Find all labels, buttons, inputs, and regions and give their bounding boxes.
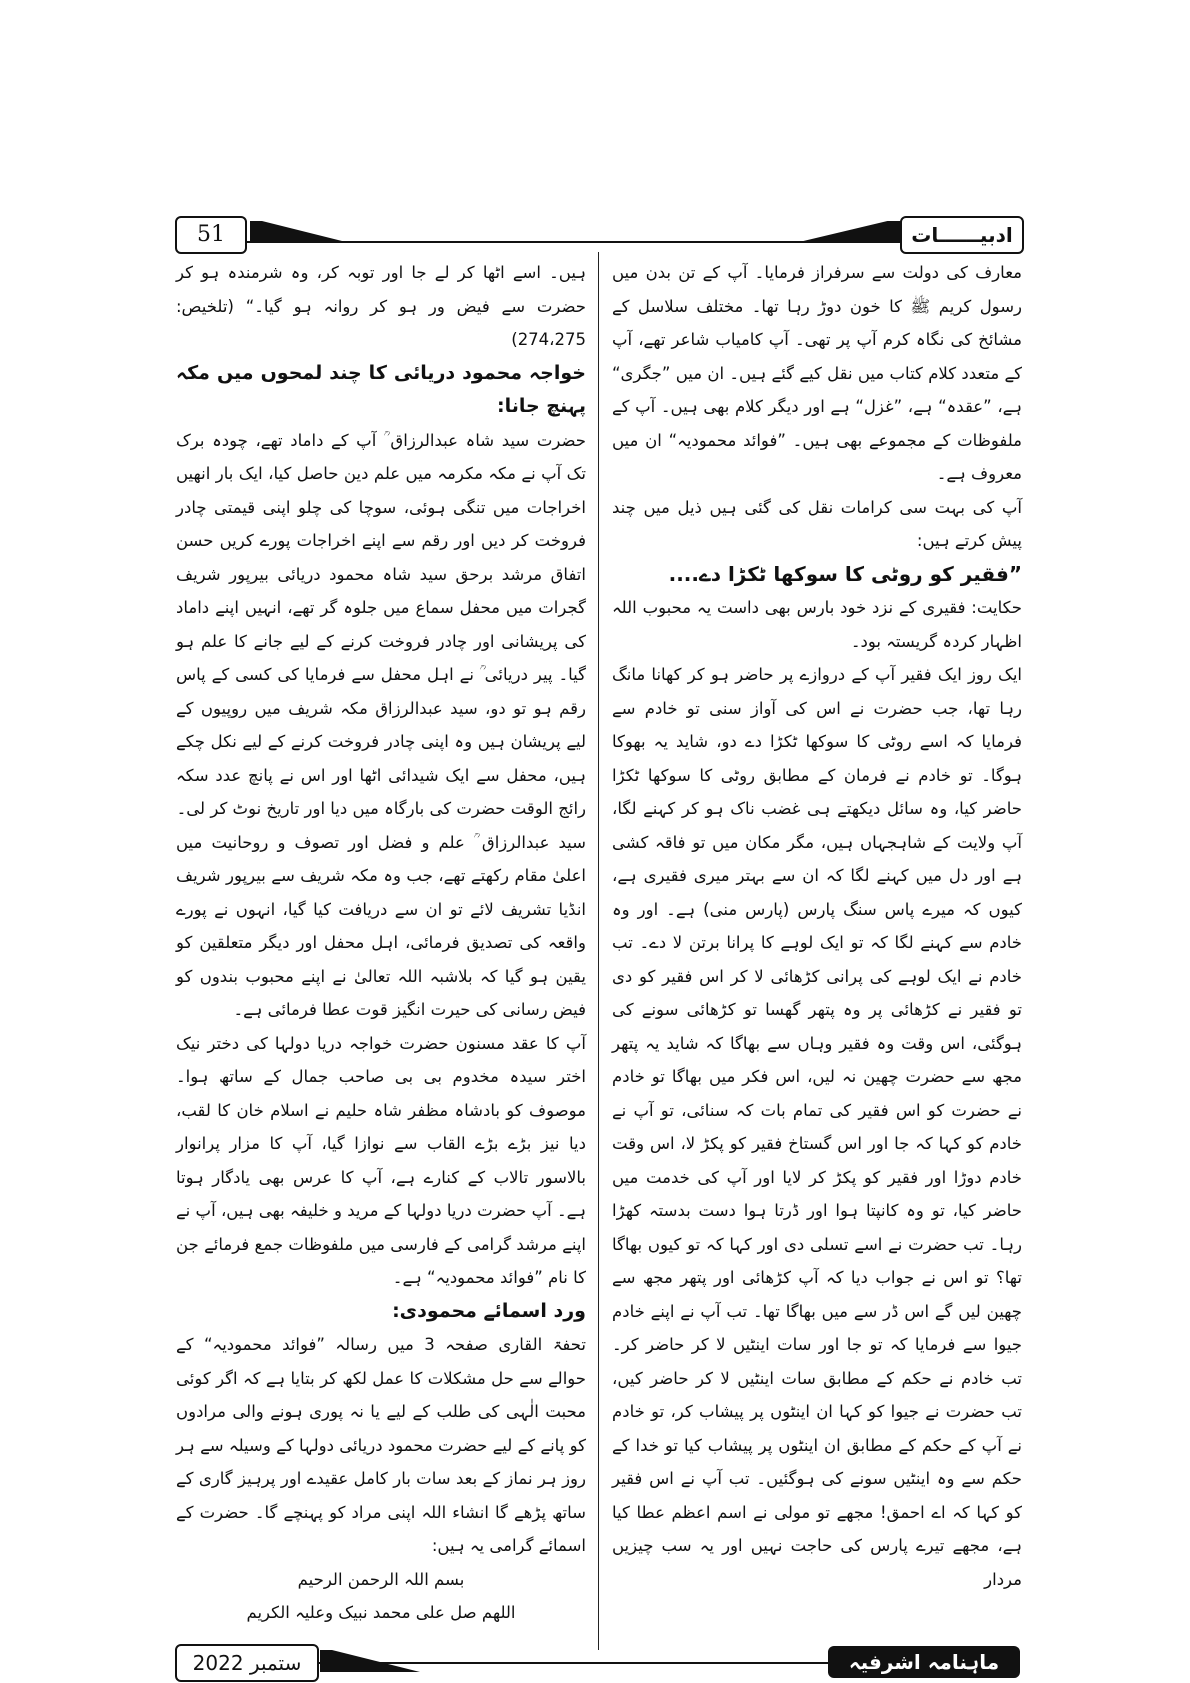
subheading-dry-bread: ”فقیر کو روٹی کا سوکھا ٹکڑا دے.... [668, 561, 1022, 586]
issue-date: ستمبر 2022 [175, 1644, 319, 1682]
header-left-ornament [250, 221, 350, 243]
magazine-name: ماہنامہ اشرفیہ [828, 1646, 1020, 1678]
header-right-ornament [795, 221, 900, 243]
paragraph-hikayat: حکایت: فقیری کے نزد خود بارس بھی داست یہ محبوب اللہ اظہار کردہ گریستہ بود۔ [612, 598, 1022, 651]
paragraph-continuation: ہیں۔ اسے اٹھا کر لے جا اور توبہ کر، وہ شرمندہ ہو کر حضرت سے فیض ور ہو کر روانہ ہو گیا۔“ (تلخیص: 274،275) [176, 263, 586, 349]
paragraph-marriage: آپ کا عقد مسنون حضرت خواجہ دریا دولہا کی دختر نیک اختر سیدہ مخدوم بی بی صاحب جمال کے ساتھ ہوا۔ موصوف کو بادشاہ مظفر شاہ حلیم نے اسلام خان کا لقب، دیا نیز بڑے بڑے القاب سے نوازا گیا، آپ کا مزار پرانوار بالاسور تالاب کے کنارے ہے، آپ کا عرس بھی یادگار ہوتا ہے۔ آپ حضرت دریا دولہا کے مرید و خلیفہ بھی ہیں، آپ نے اپنے مرشد گرامی کے فارسی میں ملفوظات جمع فرمائے جن کا نام ”فوائد محمودیہ“ ہے۔ [176, 1033, 586, 1287]
section-title: ادبیــــــات [900, 216, 1024, 254]
right-column [612, 256, 1022, 1596]
subheading-makkah: خواجہ محمود دریائی کا چند لمحوں میں مکہ پہنچ جانا: [176, 361, 586, 417]
page-number: 51 [175, 216, 247, 254]
paragraph-makkah-story: حضرت سید شاہ عبدالرزاق ؒ آپ کے داماد تھے، چودہ برک تک آپ نے مکہ مکرمہ میں علم دین حاصل کیا، ایک بار انھیں اخراجات میں تنگی ہوئی، سوچا کی چلو اپنی قیمتی چادر فروخت کر دیں اور رقم سے اپنے اخراجات پورے کریں حسن اتفاق مرشد برحق سید شاہ محمود دریائی بیرپور شریف گجرات میں محفل سماع میں جلوہ گر تھے، انہیں اپنے داماد کی پریشانی اور چادر فروخت کرنے کے لیے جانے کا علم ہو گیا۔ پیر دریائی ؒ نے اہل محفل سے فرمایا کی کسی کے پاس رقم ہو تو دو، سید عبدالرزاق مکہ شریف میں روپیوں کے لیے پریشان ہیں وہ اپنی چادر فروخت کرنے کے لیے نکل چکے ہیں، محفل سے ایک شیدائی اٹھا اور اس نے پانچ عدد سکہ رائج الوقت حضرت کی بارگاہ میں دیا اور تاریخ نوٹ کر لی۔ [176, 430, 586, 818]
paragraph-abdul-razzaq: سید عبدالرزاق ؒ علم و فضل اور تصوف و روحانیت میں اعلیٰ مقام رکھتے تھے، جب وہ مکہ شریف سے بیرپور شریف انڈیا تشریف لائے تو ان سے دریافت کیا گیا، انہوں نے پورے واقعہ کی تصدیق فرمائی، اہل محفل اور دیگر متعلقین کو یقین ہو گیا کہ بلاشبہ اللہ تعالیٰ نے اپنے محبوب بندوں کو فیض رسانی کی حیرت انگیز قوت عطا فرمائی ہے۔ [176, 832, 586, 1019]
subheading-wird: ورد اسمائے محمودی: [392, 1299, 586, 1322]
paragraph-wird: تحفۃ القاری صفحہ 3 میں رسالہ ”فوائد محمودیہ“ کے حوالے سے حل مشکلات کا عمل لکھ کر بتایا ہے کہ اگر کوئی محبت الٰہی کی طلب کے لیے یا نہ پوری ہونے والی مرادوں کو پانے کے لیے حضرت محمود دریائی دولہا کے وسیلہ سے ہر روز ہر نماز کے بعد سات بار کامل عقیدے اور پرہیز گاری کے ساتھ پڑھے گا انشاء اللہ اپنی مراد کو پہنچے گا۔ حضرت کے اسمائے گرامی یہ ہیں: [176, 1335, 586, 1555]
footer-ornament [320, 1650, 420, 1672]
left-column [176, 256, 586, 1630]
column-divider [598, 252, 599, 1650]
paragraph-story: ایک روز ایک فقیر آپ کے دروازے پر حاضر ہو کر کھانا مانگ رہا تھا، جب حضرت نے اس کی آواز سنی تو خادم سے فرمایا کہ اسے روٹی کا سوکھا ٹکڑا دے دو، شاید یہ بھوکا ہوگا۔ تو خادم نے فرمان کے مطابق روٹی کا سوکھا ٹکڑا حاضر کیا، وہ سائل دیکھتے ہی غضب ناک ہو کر کہنے لگا، آپ ولایت کے شاہجہاں ہیں، مگر مکان میں تو فاقہ کشی ہے اور دل میں کہنے لگا کہ ان سے بہتر میری فقیری ہے، کیوں کہ میرے پاس سنگ پارس (پارس منی) ہے۔ اور وہ خادم سے کہنے لگا کہ تو ایک لوہے کا پرانا برتن لا دے۔ تب خادم نے ایک لوہے کی پرانی کڑھائی لا کر اس فقیر کو دی تو فقیر نے کڑھائی پر وہ پتھر گھسا تو کڑھائی سونے کی ہوگئی، اس وقت وہ فقیر وہاں سے بھاگا کہ شاید یہ پتھر مجھ سے حضرت چھین نہ لیں، اس فکر میں بھاگا تو خادم نے حضرت کو اس فقیر کی تمام بات کہ سنائی، تو آپ نے خادم کو کہا کہ جا اور اس گستاخ فقیر کو پکڑ لا، اس وقت خادم دوڑا اور فقیر کو پکڑ کر لایا اور آپ کی خدمت میں حاضر کیا، تو وہ کانپتا ہوا اور ڈرتا ہوا دست بدستہ کھڑا رہا۔ تب حضرت نے اسے تسلی دی اور کہا کہ تو کیوں بھاگا تھا؟ تو اس نے جواب دیا کہ آپ کڑھائی اور پتھر مجھ سے چھین لیں گے اس ڈر سے میں بھاگا تھا۔ تب آپ نے اپنے خادم جیوا سے فرمایا کہ تو جا اور سات اینٹیں لا کر حاضر کر۔ تب خادم نے حکم کے مطابق سات اینٹیں لا کر حاضر کیں، تب حضرت نے جیوا کو کہا ان اینٹوں پر پیشاب کر، تو خادم نے آپ کے حکم کے مطابق ان اینٹوں پر پیشاب کیا تو خدا کے حکم سے وہ اینٹیں سونے کی ہوگئیں۔ تب آپ نے اس فقیر کو کہا کہ اے احمق! مجھے تو مولی نے اسم اعظم عطا کیا ہے، مجھے تیرے پارس کی حاجت نہیں اور یہ سب چیزیں مردار [612, 665, 1022, 1589]
durood-line: اللھم صل علی محمد نبیک وعلیہ الکریم [246, 1603, 516, 1622]
paragraph-intro: معارف کی دولت سے سرفراز فرمایا۔ آپ کے تن بدن میں رسول کریم ﷺ کا خون دوڑ رہا تھا۔ مختلف سلاسل کے مشائخ کی نگاہ کرم آپ پر تھی۔ آپ کامیاب شاعر تھے، آپ کے متعدد کلام کتاب میں نقل کیے گئے ہیں۔ ان میں ”جگری“ ہے، ”عقدہ“ ہے، ”غزل“ ہے اور دیگر کلام بھی ہیں۔ آپ کے ملفوظات کے مجموعے بھی ہیں۔ ”فوائد محمودیہ“ ان میں معروف ہے۔ [612, 263, 1022, 483]
paragraph-karamat-lead: آپ کی بہت سی کرامات نقل کی گئی ہیں ذیل میں چند پیش کرتے ہیں: [612, 497, 1022, 550]
bismillah-line: بسم اللہ الرحمن الرحیم [297, 1569, 465, 1589]
